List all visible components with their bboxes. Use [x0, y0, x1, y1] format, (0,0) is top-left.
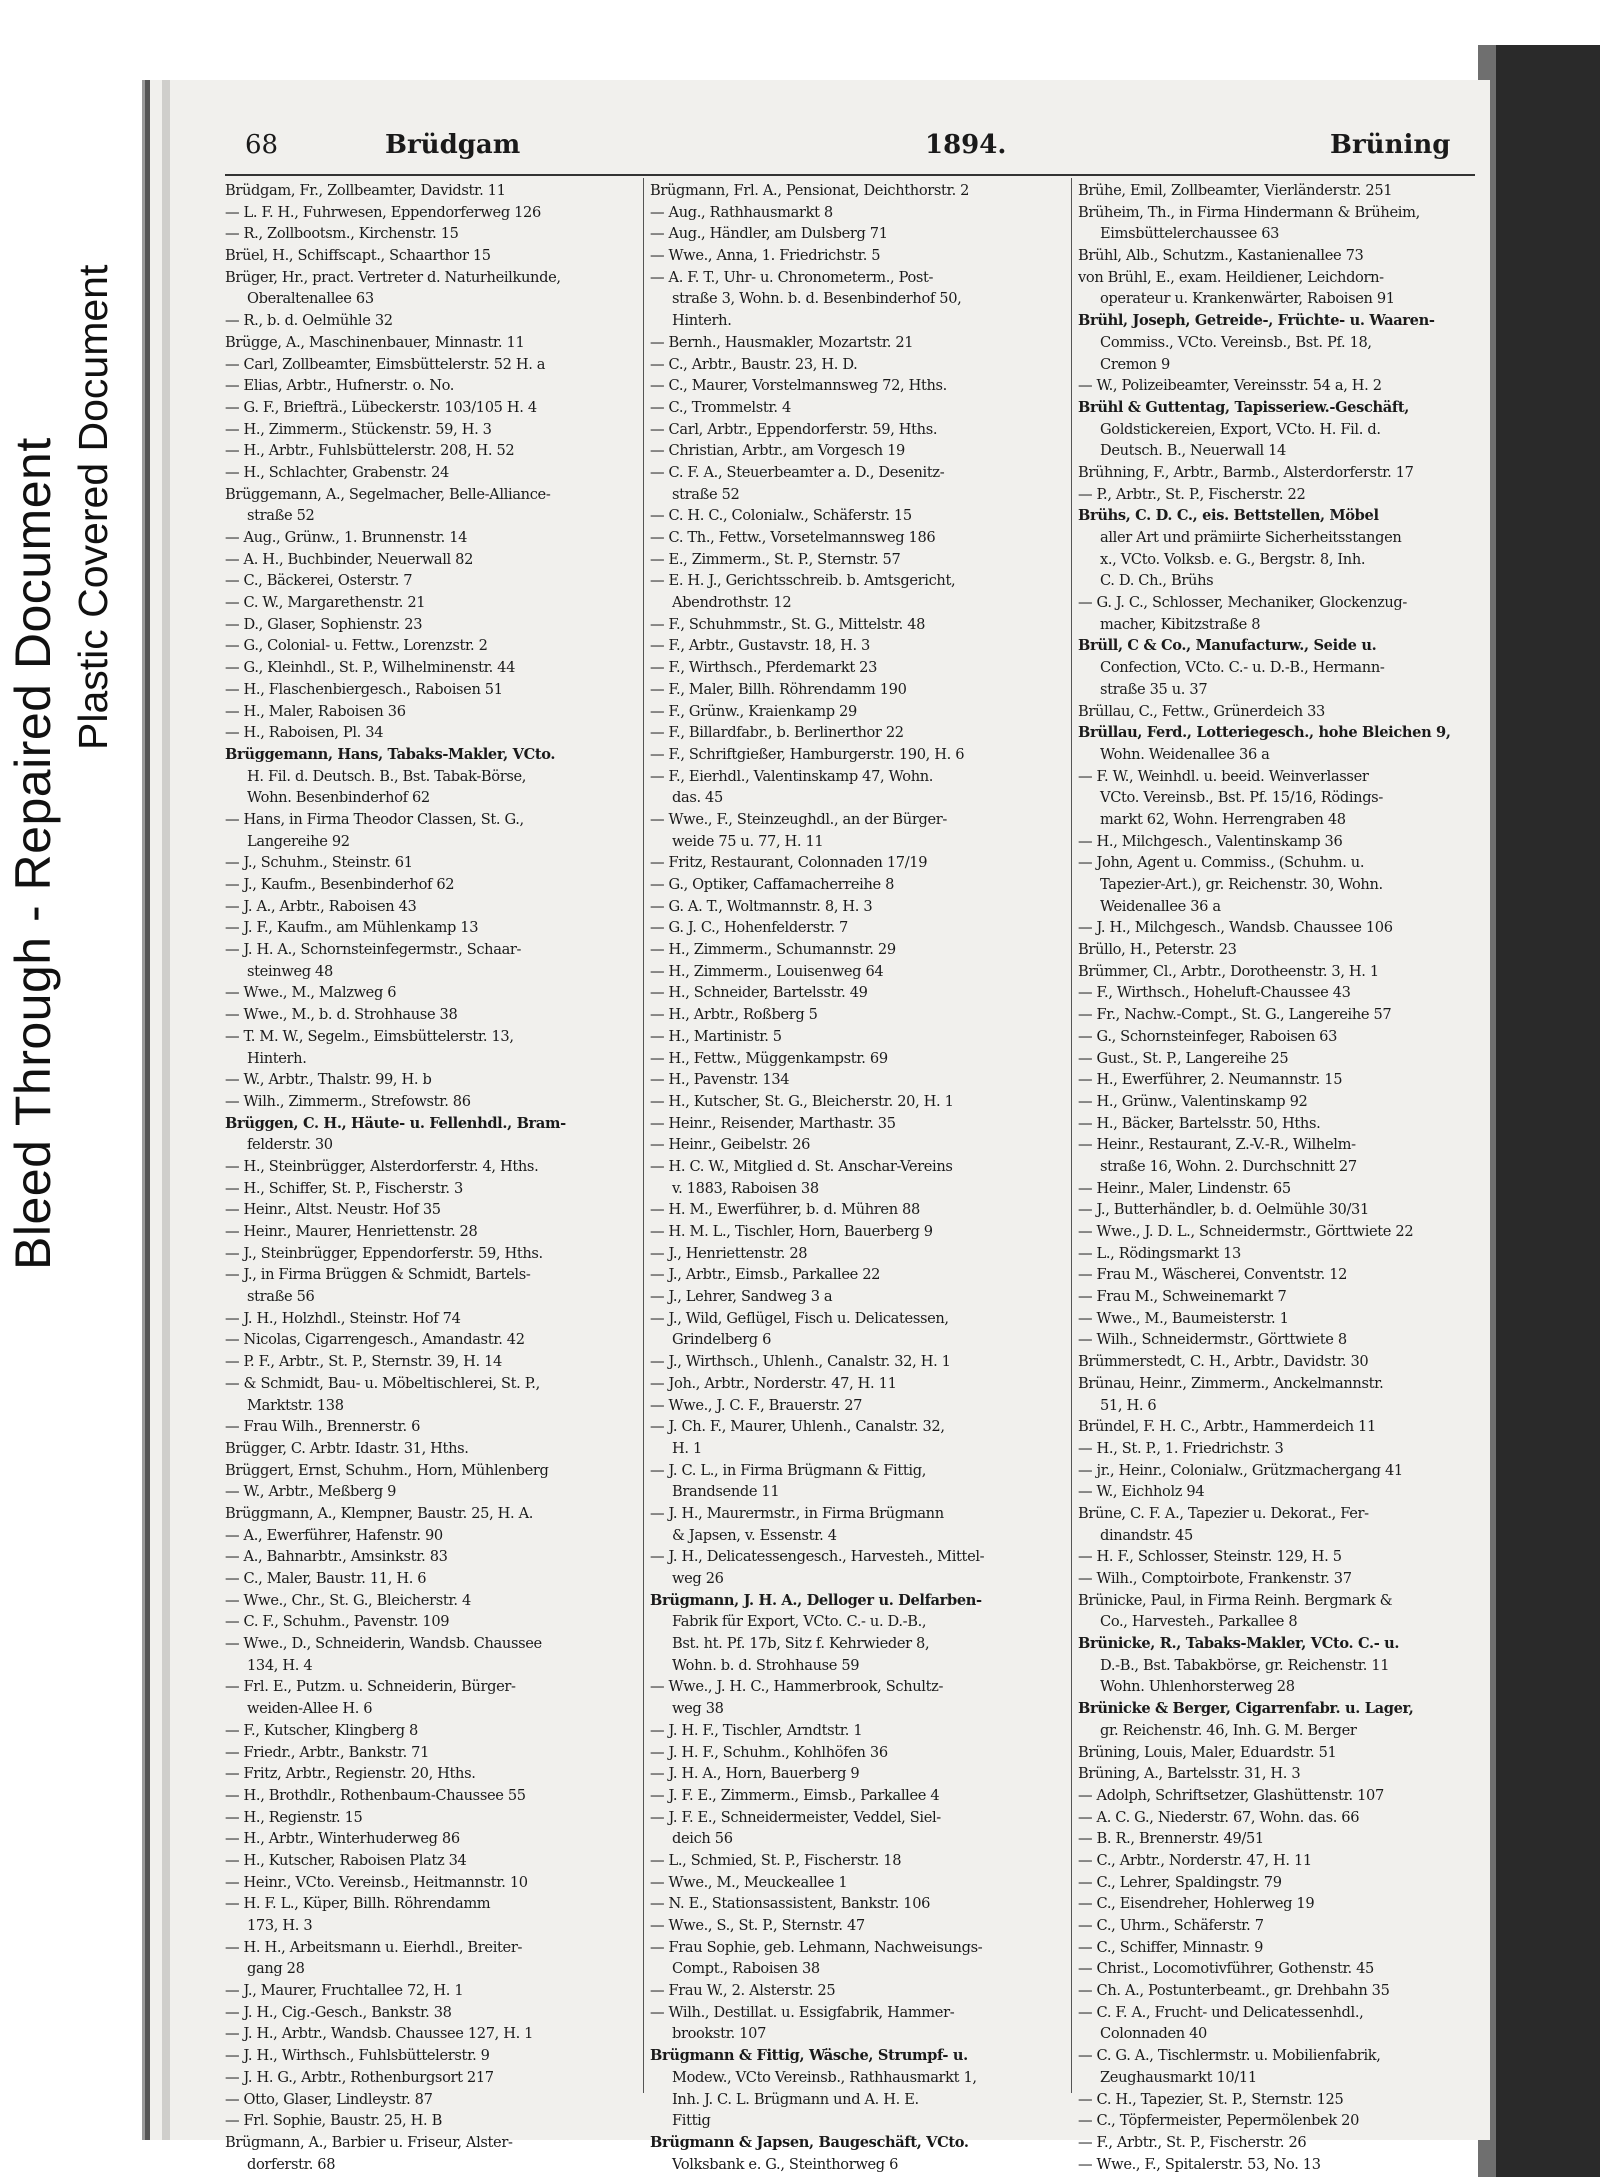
- directory-entry-line: — Heinr., VCto. Vereinsb., Heitmannstr. 10: [225, 1873, 528, 1891]
- directory-entry-line: — H., Brothdlr., Rothenbaum-Chaussee 55: [225, 1786, 526, 1804]
- binding-gutter: [162, 80, 170, 2140]
- directory-entry-line: Cremon 9: [1100, 355, 1170, 373]
- directory-entry-line: — C. Th., Fettw., Vorsetelmannsweg 186: [650, 529, 936, 546]
- page-header: [245, 130, 1475, 170]
- directory-entry-line: — J., Wild, Geflügel, Fisch u. Delicatessen,: [650, 1309, 949, 1327]
- directory-entry-line: — Adolph, Schriftsetzer, Glashüttenstr. 107: [1078, 1786, 1384, 1804]
- directory-entry-line: — J., Steinbrügger, Eppendorferstr. 59, Hths.: [225, 1244, 543, 1262]
- directory-entry-line: — H. C. W., Mitglied d. St. Anschar-Vereins: [650, 1157, 953, 1175]
- directory-entry-line: Abendrothstr. 12: [672, 594, 792, 612]
- directory-entry-line: — C. F. A., Frucht- und Delicatessenhdl.,: [1078, 2003, 1364, 2021]
- directory-entry-line: — J. H., Delicatessengesch., Harvesteh., Mittel-: [650, 1548, 985, 1566]
- directory-entry-line: — Wwe., M., Meuckeallee 1: [650, 1873, 848, 1891]
- directory-entry-line: — C., Maurer, Vorstelmannsweg 72, Hths.: [650, 377, 947, 395]
- directory-entry-line: — Ch. A., Postunterbeamt., gr. Drehbahn 35: [1078, 1982, 1390, 2000]
- directory-entry-line: — J. H. F., Schuhm., Kohlhöfen 36: [650, 1743, 888, 1761]
- directory-entry-line: Brüel, H., Schiffscapt., Schaarthor 15: [225, 247, 491, 265]
- directory-entry-line: Bst. ht. Pf. 17b, Sitz f. Kehrwieder 8,: [672, 1635, 930, 1653]
- directory-entry-line: straße 35 u. 37: [1100, 680, 1208, 698]
- directory-entry-line: — P. F., Arbtr., St. P., Sternstr. 39, H. 14: [225, 1353, 502, 1371]
- directory-entry-line: Wohn. b. d. Strohhause 59: [672, 1656, 860, 1674]
- directory-entry-line: Brünicke, Paul, in Firma Reinh. Bergmark &: [1078, 1591, 1393, 1609]
- directory-entry-line: — J. H. A., Horn, Bauerberg 9: [650, 1765, 860, 1783]
- directory-entry-line: Brüggen, C. H., Häute- u. Fellenhdl., Bram-: [225, 1114, 566, 1132]
- directory-entry-line: Brühl, Joseph, Getreide-, Früchte- u. Waaren-: [1078, 312, 1435, 330]
- directory-entry-line: Goldstickereien, Export, VCto. H. Fil. d.: [1100, 420, 1381, 438]
- directory-entry-line: — Wwe., M., Malzweg 6: [225, 984, 397, 1002]
- directory-entry-line: von Brühl, E., exam. Heildiener, Leichdorn-: [1078, 268, 1384, 286]
- directory-entry-line: — J. H. G., Arbtr., Rothenburgsort 217: [225, 2068, 494, 2086]
- directory-entry-line: — G., Colonial- u. Fettw., Lorenzstr. 2: [225, 637, 488, 655]
- directory-entry-line: — H., Martinistr. 5: [650, 1027, 782, 1045]
- directory-entry-line: — J. H., Milchgesch., Wandsb. Chaussee 106: [1078, 919, 1393, 937]
- directory-entry-line: & Japsen, v. Essenstr. 4: [672, 1526, 837, 1544]
- directory-entry-line: — C., Arbtr., Norderstr. 47, H. 11: [1078, 1851, 1312, 1869]
- directory-entry-line: Deutsch. B., Neuerwall 14: [1100, 442, 1286, 460]
- directory-entry-line: — H., Schlachter, Grabenstr. 24: [225, 463, 449, 481]
- directory-entry-line: Wohn. Besenbinderhof 62: [247, 789, 430, 807]
- directory-entry-line: — Carl, Zollbeamter, Eimsbüttelerstr. 52 H. a: [225, 355, 546, 373]
- directory-entry-line: — H., Maler, Raboisen 36: [225, 702, 406, 720]
- directory-entry-line: Co., Harvesteh., Parkallee 8: [1100, 1613, 1298, 1631]
- directory-entry-line: — C., Eisendreher, Hohlerweg 19: [1078, 1895, 1315, 1913]
- directory-entry-line: — Elias, Arbtr., Hufnerstr. o. No.: [225, 377, 455, 395]
- directory-entry-line: Brühning, F., Arbtr., Barmb., Alsterdorferstr. 17: [1078, 463, 1414, 481]
- directory-entry-line: Brüne, C. F. A., Tapezier u. Dekorat., Fer-: [1078, 1504, 1369, 1522]
- directory-entry-line: — A. F. T., Uhr- u. Chronometerm., Post-: [650, 268, 934, 286]
- directory-entry-line: — Bernh., Hausmakler, Mozartstr. 21: [650, 333, 914, 351]
- directory-entry-line: Compt., Raboisen 38: [672, 1960, 820, 1978]
- directory-entry-line: — J. H., Arbtr., Wandsb. Chaussee 127, H. 1: [225, 2025, 534, 2043]
- directory-entry-line: Brühe, Emil, Zollbeamter, Vierländerstr. 251: [1078, 182, 1393, 199]
- directory-entry-line: Wohn. Uhlenhorsterweg 28: [1100, 1678, 1295, 1696]
- directory-entry-line: Brügger, C. Arbtr. Idastr. 31, Hths.: [225, 1439, 469, 1457]
- directory-entry-line: — J. H., Holzhdl., Steinstr. Hof 74: [225, 1309, 461, 1327]
- directory-entry-line: Volksbank e. G., Steinthorweg 6: [672, 2155, 899, 2173]
- directory-entry-line: operateur u. Krankenwärter, Raboisen 91: [1100, 290, 1395, 308]
- directory-entry-line: — H., St. P., 1. Friedrichstr. 3: [1078, 1439, 1284, 1457]
- directory-entry-line: — F., Eierhdl., Valentinskamp 47, Wohn.: [650, 767, 934, 785]
- directory-entry-line: — D., Glaser, Sophienstr. 23: [225, 615, 423, 633]
- directory-entry-line: — H. H., Arbeitsmann u. Eierhdl., Breiter-: [225, 1938, 523, 1956]
- directory-entry-line: Brüggemann, Hans, Tabaks-Makler, VCto.: [225, 745, 556, 763]
- directory-entry-line: markt 62, Wohn. Herrengraben 48: [1100, 810, 1346, 828]
- directory-entry-line: — J. H. F., Tischler, Arndtstr. 1: [650, 1721, 863, 1739]
- directory-entry-line: — H., Ewerführer, 2. Neumannstr. 15: [1078, 1071, 1343, 1089]
- directory-entry-line: Brügmann & Fittig, Wäsche, Strumpf- u.: [650, 2047, 968, 2065]
- directory-entry-line: dinandstr. 45: [1100, 1526, 1193, 1544]
- directory-entry-line: — F., Arbtr., St. P., Fischerstr. 26: [1078, 2133, 1307, 2151]
- directory-entry-line: — Wwe., M., b. d. Strohhause 38: [225, 1006, 458, 1024]
- directory-entry-line: Hinterh.: [247, 1049, 307, 1067]
- directory-entry-line: straße 52: [247, 507, 315, 525]
- directory-entry-line: — G., Optiker, Caffamacherreihe 8: [650, 876, 895, 893]
- overlay-side-label: [0, 0, 150, 1270]
- directory-entry-line: — A. H., Buchbinder, Neuerwall 82: [225, 550, 474, 568]
- directory-entry-line: — W., Arbtr., Thalstr. 99, H. b: [225, 1071, 432, 1089]
- directory-entry-line: Brüheim, Th., in Firma Hindermann & Brüheim,: [1078, 203, 1420, 221]
- directory-entry-line: — R., b. d. Oelmühle 32: [225, 312, 393, 330]
- directory-entry-line: Bründel, F. H. C., Arbtr., Hammerdeich 11: [1078, 1418, 1376, 1436]
- directory-entry-line: — H., Kutscher, St. G., Bleicherstr. 20, H. 1: [650, 1092, 954, 1110]
- directory-entry-line: felderstr. 30: [247, 1136, 333, 1154]
- directory-entry-line: — Frl. Sophie, Baustr. 25, H. B: [225, 2112, 442, 2130]
- directory-entry-line: — F., Kutscher, Klingberg 8: [225, 1721, 418, 1739]
- directory-entry-line: — H., Schiffer, St. P., Fischerstr. 3: [225, 1179, 463, 1197]
- directory-entry-line: — Aug., Rathhausmarkt 8: [650, 203, 833, 221]
- directory-entry-line: Brümmerstedt, C. H., Arbtr., Davidstr. 30: [1078, 1353, 1369, 1371]
- directory-entry-line: — Wwe., Chr., St. G., Bleicherstr. 4: [225, 1591, 471, 1609]
- overlay-label-plastic-covered: Plastic Covered Document: [70, 264, 116, 750]
- directory-entry-line: — F., Schuhmmstr., St. G., Mittelstr. 48: [650, 615, 926, 633]
- directory-entry-line: — H., Arbtr., Fuhlsbüttelerstr. 208, H. 52: [225, 442, 515, 460]
- directory-entry-line: — Heinr., Reisender, Marthastr. 35: [650, 1114, 896, 1132]
- directory-entry-line: — J. F. E., Zimmerm., Eimsb., Parkallee 4: [650, 1786, 940, 1804]
- directory-entry-line: — J. H., Cig.-Gesch., Bankstr. 38: [225, 2003, 452, 2021]
- directory-entry-line: — H., Schneider, Bartelsstr. 49: [650, 984, 868, 1002]
- directory-entry-line: — C. F. A., Steuerbeamter a. D., Desenitz-: [650, 463, 945, 481]
- directory-entry-line: — Aug., Händler, am Dulsberg 71: [650, 225, 888, 243]
- directory-entry-line: Brüll, C & Co., Manufacturw., Seide u.: [1078, 637, 1377, 655]
- directory-entry-line: Brüllau, Ferd., Lotteriegesch., hohe Bleichen 9,: [1078, 724, 1451, 742]
- directory-entry-line: Commiss., VCto. Vereinsb., Bst. Pf. 18,: [1100, 333, 1372, 351]
- directory-entry-line: — G. J. C., Hohenfelderstr. 7: [650, 919, 848, 937]
- directory-entry-line: — Wwe., J. D. L., Schneidermstr., Görttwiete 22: [1078, 1223, 1414, 1240]
- directory-entry-line: — Heinr., Maurer, Henriettenstr. 28: [225, 1223, 478, 1240]
- directory-entry-line: Colonnaden 40: [1100, 2025, 1207, 2043]
- directory-entry-line: H. Fil. d. Deutsch. B., Bst. Tabak-Börse,: [247, 767, 527, 785]
- header-year: 1894.: [925, 130, 1007, 160]
- directory-entry-line: — Aug., Grünw., 1. Brunnenstr. 14: [225, 529, 468, 546]
- directory-entry-line: — Wwe., J. H. C., Hammerbrook, Schultz-: [650, 1678, 944, 1696]
- directory-entry-line: — L., Rödingsmarkt 13: [1078, 1244, 1241, 1262]
- directory-entry-line: — N. E., Stationsassistent, Bankstr. 106: [650, 1895, 931, 1913]
- directory-entry-line: Brüllo, H., Peterstr. 23: [1078, 941, 1237, 959]
- directory-entry-line: — W., Eichholz 94: [1078, 1483, 1205, 1501]
- directory-entry-line: Grindelberg 6: [672, 1331, 772, 1349]
- directory-entry-line: straße 52: [672, 485, 740, 503]
- directory-entry-line: deich 56: [672, 1830, 733, 1848]
- directory-entry-line: weg 38: [672, 1700, 724, 1718]
- directory-entry-line: — R., Zollbootsm., Kirchenstr. 15: [225, 225, 459, 243]
- directory-entry-line: — Fritz, Restaurant, Colonnaden 17/19: [650, 854, 928, 872]
- directory-entry-line: — Wwe., D., Schneiderin, Wandsb. Chaussee: [225, 1635, 542, 1653]
- directory-entry-line: 173, H. 3: [247, 1917, 313, 1934]
- directory-entry-line: Brügmann, J. H. A., Delloger u. Delfarben-: [650, 1591, 982, 1609]
- directory-entry-line: Marktstr. 138: [247, 1396, 344, 1414]
- directory-entry-line: — C., Lehrer, Spaldingstr. 79: [1078, 1873, 1282, 1891]
- directory-entry-line: Eimsbüttelerchaussee 63: [1100, 225, 1280, 243]
- directory-entry-line: — Heinr., Maler, Lindenstr. 65: [1078, 1179, 1291, 1197]
- directory-entry-line: Modew., VCto Vereinsb., Rathhausmarkt 1,: [672, 2068, 977, 2086]
- directory-entry-line: — W., Polizeibeamter, Vereinsstr. 54 a, H. 2: [1078, 377, 1382, 395]
- directory-entry-line: — Joh., Arbtr., Norderstr. 47, H. 11: [650, 1374, 897, 1392]
- directory-entry-line: — C., Uhrm., Schäferstr. 7: [1078, 1917, 1264, 1934]
- directory-entry-line: — Heinr., Restaurant, Z.-V.-R., Wilhelm-: [1078, 1136, 1356, 1154]
- directory-entry-line: — H., Zimmerm., Schumannstr. 29: [650, 941, 896, 959]
- directory-entry-line: — Christian, Arbtr., am Vorgesch 19: [650, 442, 905, 460]
- directory-entry-line: — Frl. E., Putzm. u. Schneiderin, Bürger-: [225, 1678, 516, 1696]
- directory-entry-line: Inh. J. C. L. Brügmann und A. H. E.: [672, 2090, 919, 2108]
- directory-entry-line: 51, H. 6: [1100, 1396, 1157, 1414]
- directory-entry-line: — A. C. G., Niederstr. 67, Wohn. das. 66: [1078, 1808, 1360, 1826]
- directory-entry-line: Brüdgam, Fr., Zollbeamter, Davidstr. 11: [225, 182, 506, 199]
- directory-entry-line: Wohn. Weidenallee 36 a: [1100, 745, 1270, 763]
- directory-entry-line: — H., Kutscher, Raboisen Platz 34: [225, 1851, 467, 1869]
- directory-entry-line: — & Schmidt, Bau- u. Möbeltischlerei, St. P.,: [225, 1374, 540, 1392]
- directory-entry-line: — J., Maurer, Fruchtallee 72, H. 1: [225, 1982, 464, 2000]
- directory-entry-line: — J. F. E., Schneidermeister, Veddel, Siel-: [650, 1808, 941, 1826]
- directory-entry-line: — F., Schriftgießer, Hamburgerstr. 190, H. 6: [650, 745, 965, 763]
- directory-entry-line: — Wwe., J. C. F., Brauerstr. 27: [650, 1396, 863, 1414]
- directory-entry-line: dorferstr. 68: [247, 2155, 336, 2173]
- directory-entry-line: — T. M. W., Segelm., Eimsbüttelerstr. 13,: [225, 1027, 514, 1045]
- directory-entry-line: — Carl, Arbtr., Eppendorferstr. 59, Hths.: [650, 420, 938, 438]
- directory-entry-line: — Frau M., Wäscherei, Conventstr. 12: [1078, 1266, 1348, 1284]
- directory-entry-line: — John, Agent u. Commiss., (Schuhm. u.: [1078, 854, 1365, 872]
- directory-entry-line: — Fritz, Arbtr., Regienstr. 20, Hths.: [225, 1765, 476, 1783]
- directory-entry-line: — Fr., Nachw.-Compt., St. G., Langereihe 57: [1078, 1006, 1392, 1024]
- directory-entry-line: — Wilh., Zimmerm., Strefowstr. 86: [225, 1092, 471, 1110]
- directory-entry-line: — Hans, in Firma Theodor Classen, St. G.,: [225, 810, 524, 828]
- directory-entry-line: — G., Schornsteinfeger, Raboisen 63: [1078, 1027, 1338, 1045]
- directory-entry-line: — L. F. H., Fuhrwesen, Eppendorferweg 126: [225, 203, 541, 221]
- directory-entry-line: — C., Schiffer, Minnastr. 9: [1078, 1938, 1264, 1956]
- directory-entry-line: Brühl & Guttentag, Tapisseriew.-Geschäft,: [1078, 398, 1409, 416]
- directory-entry-line: das. 45: [672, 789, 723, 807]
- directory-entry-line: Weidenallee 36 a: [1100, 897, 1221, 915]
- directory-entry-line: — Christ., Locomotivführer, Gothenstr. 45: [1078, 1960, 1374, 1978]
- directory-entry-line: Brügmann & Japsen, Baugeschäft, VCto.: [650, 2133, 969, 2151]
- directory-entry-line: — G. A. T., Woltmannstr. 8, H. 3: [650, 897, 873, 915]
- directory-entry-line: — Otto, Glaser, Lindleystr. 87: [225, 2090, 433, 2108]
- directory-entry-line: straße 56: [247, 1288, 315, 1306]
- directory-entry-line: Brümmer, Cl., Arbtr., Dorotheenstr. 3, H. 1: [1078, 962, 1379, 980]
- directory-entry-line: — F., Billardfabr., b. Berlinerthor 22: [650, 724, 904, 742]
- directory-entry-line: Brüggert, Ernst, Schuhm., Horn, Mühlenberg: [225, 1461, 549, 1479]
- directory-column-2: [650, 180, 1065, 2175]
- directory-entry-line: — G. J. C., Schlosser, Mechaniker, Glockenzug-: [1078, 594, 1407, 612]
- directory-entry-line: — Heinr., Geibelstr. 26: [650, 1136, 811, 1154]
- directory-entry-line: — J. C. L., in Firma Brügmann & Fittig,: [650, 1461, 926, 1479]
- header-left-catchword: Brüdgam: [385, 130, 521, 160]
- page-edge-shadow: [1478, 45, 1600, 2177]
- header-rule: [225, 174, 1475, 176]
- directory-entry-line: Brünau, Heinr., Zimmerm., Anckelmannstr.: [1078, 1374, 1384, 1392]
- directory-entry-line: Brüggmann, A., Klempner, Baustr. 25, H. A.: [225, 1504, 534, 1522]
- directory-entry-line: steinweg 48: [247, 962, 333, 980]
- directory-entry-line: — Friedr., Arbtr., Bankstr. 71: [225, 1743, 430, 1761]
- directory-entry-line: straße 16, Wohn. 2. Durchschnitt 27: [1100, 1157, 1357, 1175]
- directory-entry-line: Hinterh.: [672, 312, 732, 330]
- directory-entry-line: — Wwe., S., St. P., Sternstr. 47: [650, 1917, 865, 1934]
- directory-column-1: [225, 180, 640, 2175]
- directory-entry-line: — H., Arbtr., Winterhuderweg 86: [225, 1830, 460, 1848]
- page-number: 68: [245, 130, 279, 160]
- directory-entry-line: — J., Kaufm., Besenbinderhof 62: [225, 876, 455, 893]
- directory-entry-line: 134, H. 4: [247, 1656, 313, 1674]
- directory-entry-line: Brüggemann, A., Segelmacher, Belle-Alliance-: [225, 485, 551, 503]
- directory-entry-line: — J. H. A., Schornsteinfegermstr., Schaar-: [225, 941, 522, 959]
- directory-entry-line: — J. H., Wirthsch., Fuhlsbüttelerstr. 9: [225, 2047, 490, 2065]
- directory-entry-line: — H., Regienstr. 15: [225, 1808, 363, 1826]
- directory-entry-line: — F., Maler, Billh. Röhrendamm 190: [650, 680, 907, 698]
- directory-entry-line: — J., Schuhm., Steinstr. 61: [225, 854, 413, 872]
- directory-entry-line: H. 1: [672, 1439, 702, 1457]
- directory-entry-line: Zeughausmarkt 10/11: [1100, 2068, 1257, 2086]
- directory-entry-line: — F., Wirthsch., Hoheluft-Chaussee 43: [1078, 984, 1351, 1002]
- column-divider-1: [643, 178, 644, 2093]
- directory-entry-line: — Wilh., Destillat. u. Essigfabrik, Hammer-: [650, 2003, 955, 2021]
- directory-entry-line: VCto. Vereinsb., Bst. Pf. 15/16, Rödings-: [1100, 789, 1383, 807]
- directory-entry-line: — J., Butterhändler, b. d. Oelmühle 30/31: [1078, 1201, 1369, 1219]
- directory-entry-line: — H., Bäcker, Bartelsstr. 50, Hths.: [1078, 1114, 1321, 1132]
- directory-entry-line: — Gust., St. P., Langereihe 25: [1078, 1049, 1289, 1067]
- directory-entry-line: C. D. Ch., Brühs: [1100, 572, 1214, 590]
- directory-entry-line: — C., Arbtr., Baustr. 23, H. D.: [650, 355, 858, 373]
- directory-entry-line: D.-B., Bst. Tabakbörse, gr. Reichenstr. 11: [1100, 1656, 1390, 1674]
- directory-entry-line: — H., Zimmerm., Stückenstr. 59, H. 3: [225, 420, 492, 438]
- directory-entry-line: — E., Zimmerm., St. P., Sternstr. 57: [650, 550, 901, 568]
- directory-entry-line: Brüning, A., Bartelsstr. 31, H. 3: [1078, 1765, 1301, 1783]
- directory-entry-line: aller Art und prämiirte Sicherheitsstangen: [1100, 529, 1402, 546]
- directory-entry-line: — Heinr., Altst. Neustr. Hof 35: [225, 1201, 441, 1219]
- directory-entry-line: — A., Ewerführer, Hafenstr. 90: [225, 1526, 443, 1544]
- directory-entry-line: — L., Schmied, St. P., Fischerstr. 18: [650, 1851, 902, 1869]
- directory-entry-line: — J., Arbtr., Eimsb., Parkallee 22: [650, 1266, 881, 1284]
- directory-entry-line: — C. G. A., Tischlermstr. u. Mobilienfabrik,: [1078, 2047, 1381, 2065]
- directory-entry-line: Brüger, Hr., pract. Vertreter d. Naturheilkunde,: [225, 268, 561, 286]
- directory-entry-line: — B. R., Brennerstr. 49/51: [1078, 1830, 1264, 1848]
- directory-entry-line: — C., Töpfermeister, Pepermölenbek 20: [1078, 2112, 1360, 2130]
- directory-entry-line: Brüllau, C., Fettw., Grünerdeich 33: [1078, 702, 1325, 720]
- directory-entry-line: Fittig: [672, 2112, 711, 2130]
- directory-entry-line: — Wilh., Schneidermstr., Görttwiete 8: [1078, 1331, 1347, 1349]
- column-divider-2: [1071, 178, 1072, 2093]
- directory-entry-line: Brüning, Louis, Maler, Eduardstr. 51: [1078, 1743, 1337, 1761]
- directory-entry-line: v. 1883, Raboisen 38: [672, 1179, 819, 1197]
- directory-entry-line: — E. H. J., Gerichtsschreib. b. Amtsgericht,: [650, 572, 956, 590]
- directory-entry-line: — H., Steinbrügger, Alsterdorferstr. 4, Hths.: [225, 1157, 539, 1175]
- directory-entry-line: Brandsende 11: [672, 1483, 780, 1501]
- directory-entry-line: — C. H., Tapezier, St. P., Sternstr. 125: [1078, 2090, 1344, 2108]
- directory-entry-line: weide 75 u. 77, H. 11: [672, 832, 824, 850]
- directory-entry-line: — H. F. L., Küper, Billh. Röhrendamm: [225, 1895, 491, 1913]
- directory-entry-line: — C. F., Schuhm., Pavenstr. 109: [225, 1613, 450, 1631]
- directory-entry-line: — P., Arbtr., St. P., Fischerstr. 22: [1078, 485, 1306, 503]
- directory-entry-line: — H. M., Ewerführer, b. d. Mühren 88: [650, 1201, 920, 1219]
- directory-entry-line: — Nicolas, Cigarrengesch., Amandastr. 42: [225, 1331, 525, 1349]
- directory-entry-line: — H., Raboisen, Pl. 34: [225, 724, 384, 742]
- directory-entry-line: — Frau Wilh., Brennerstr. 6: [225, 1418, 421, 1436]
- directory-entry-line: — J. A., Arbtr., Raboisen 43: [225, 897, 417, 915]
- directory-entry-line: Oberaltenallee 63: [247, 290, 374, 308]
- directory-entry-line: — jr., Heinr., Colonialw., Grützmachergang 41: [1078, 1461, 1403, 1479]
- directory-entry-line: — J. Ch. F., Maurer, Uhlenh., Canalstr. 32,: [650, 1418, 945, 1436]
- directory-entry-line: Brühs, C. D. C., eis. Bettstellen, Möbel: [1078, 507, 1379, 525]
- directory-entry-line: — C., Maler, Baustr. 11, H. 6: [225, 1570, 427, 1587]
- directory-entry-line: Brünicke, R., Tabaks-Makler, VCto. C.- u.: [1078, 1635, 1400, 1653]
- directory-entry-line: — F., Grünw., Kraienkamp 29: [650, 702, 857, 720]
- directory-entry-line: — J., Lehrer, Sandweg 3 a: [650, 1288, 833, 1306]
- directory-entry-line: — Frau M., Schweinemarkt 7: [1078, 1288, 1287, 1306]
- directory-entry-line: — H., Flaschenbiergesch., Raboisen 51: [225, 680, 503, 698]
- directory-entry-line: — F., Wirthsch., Pferdemarkt 23: [650, 659, 878, 677]
- directory-entry-line: — Frau Sophie, geb. Lehmann, Nachweisungs-: [650, 1938, 983, 1956]
- directory-entry-line: — C., Bäckerei, Osterstr. 7: [225, 572, 413, 590]
- directory-entry-line: Langereihe 92: [247, 832, 350, 850]
- directory-entry-line: — J., Henriettenstr. 28: [650, 1244, 808, 1262]
- directory-entry-line: Confection, VCto. C.- u. D.-B., Hermann-: [1100, 659, 1385, 677]
- header-right-catchword: Brüning: [1330, 130, 1451, 160]
- directory-entry-line: straße 3, Wohn. b. d. Besenbinderhof 50,: [672, 290, 962, 308]
- directory-entry-line: — H., Fettw., Müggenkampstr. 69: [650, 1049, 888, 1067]
- directory-entry-line: — Wwe., M., Baumeisterstr. 1: [1078, 1309, 1289, 1327]
- directory-entry-line: Brügge, A., Maschinenbauer, Minnastr. 11: [225, 333, 525, 351]
- directory-page: [145, 80, 1490, 2173]
- directory-entry-line: — J. H., Maurermstr., in Firma Brügmann: [650, 1504, 944, 1522]
- directory-entry-line: — Wilh., Comptoirbote, Frankenstr. 37: [1078, 1570, 1352, 1587]
- directory-entry-line: — C. H. C., Colonialw., Schäferstr. 15: [650, 507, 912, 525]
- directory-entry-line: brookstr. 107: [672, 2025, 767, 2043]
- directory-entry-line: gang 28: [247, 1960, 305, 1978]
- directory-entry-line: — G., Kleinhdl., St. P., Wilhelminenstr. 44: [225, 659, 516, 677]
- directory-entry-line: Brügmann, Frl. A., Pensionat, Deichthorstr. 2: [650, 182, 970, 199]
- directory-entry-line: Brünicke & Berger, Cigarrenfabr. u. Lager,: [1078, 1700, 1414, 1718]
- directory-entry-line: — F., Arbtr., Gustavstr. 18, H. 3: [650, 637, 870, 655]
- directory-entry-line: weiden-Allee H. 6: [247, 1700, 373, 1718]
- directory-column-3: [1078, 180, 1488, 2175]
- directory-entry-line: — H., Arbtr., Roßberg 5: [650, 1006, 818, 1024]
- directory-entry-line: x., VCto. Volksb. e. G., Bergstr. 8, Inh.: [1100, 550, 1366, 568]
- directory-entry-line: Brühl, Alb., Schutzm., Kastanienallee 73: [1078, 247, 1364, 265]
- directory-entry-line: — F. W., Weinhdl. u. beeid. Weinverlasser: [1078, 767, 1369, 785]
- directory-entry-line: — H. M. L., Tischler, Horn, Bauerberg 9: [650, 1223, 933, 1240]
- directory-entry-line: — Wwe., F., Spitalerstr. 53, No. 13: [1078, 2155, 1321, 2173]
- directory-entry-line: — J., in Firma Brüggen & Schmidt, Bartels-: [225, 1266, 531, 1284]
- directory-entry-line: — H., Grünw., Valentinskamp 92: [1078, 1092, 1308, 1110]
- directory-entry-line: — C. W., Margarethenstr. 21: [225, 594, 426, 612]
- directory-entry-line: — H., Pavenstr. 134: [650, 1071, 790, 1089]
- directory-entry-line: — C., Trommelstr. 4: [650, 398, 791, 416]
- directory-entry-line: — Wwe., Anna, 1. Friedrichstr. 5: [650, 247, 881, 265]
- directory-entry-line: — J. F., Kaufm., am Mühlenkamp 13: [225, 919, 479, 937]
- directory-entry-line: Tapezier-Art.), gr. Reichenstr. 30, Wohn.: [1100, 876, 1383, 893]
- directory-entry-line: macher, Kibitzstraße 8: [1100, 615, 1261, 633]
- directory-entry-line: — H., Milchgesch., Valentinskamp 36: [1078, 832, 1343, 850]
- directory-entry-line: Fabrik für Export, VCto. C.- u. D.-B.,: [672, 1613, 927, 1631]
- directory-entry-line: Brügmann, A., Barbier u. Friseur, Alster-: [225, 2133, 513, 2151]
- directory-entry-line: weg 26: [672, 1570, 724, 1587]
- directory-entry-line: gr. Reichenstr. 46, Inh. G. M. Berger: [1100, 1721, 1357, 1739]
- overlay-label-bleed-through: Bleed Through - Repaired Document: [5, 437, 61, 1270]
- directory-entry-line: — W., Arbtr., Meßberg 9: [225, 1483, 397, 1501]
- directory-entry-line: — H. F., Schlosser, Steinstr. 129, H. 5: [1078, 1548, 1342, 1566]
- directory-entry-line: — G. F., Briefträ., Lübeckerstr. 103/105 H. 4: [225, 398, 537, 416]
- directory-entry-line: — Frau W., 2. Alsterstr. 25: [650, 1982, 836, 2000]
- directory-entry-line: — A., Bahnarbtr., Amsinkstr. 83: [225, 1548, 448, 1566]
- directory-entry-line: — Wwe., F., Steinzeughdl., an der Bürger-: [650, 810, 947, 828]
- directory-entry-line: — H., Zimmerm., Louisenweg 64: [650, 962, 884, 980]
- directory-entry-line: — J., Wirthsch., Uhlenh., Canalstr. 32, H. 1: [650, 1353, 951, 1371]
